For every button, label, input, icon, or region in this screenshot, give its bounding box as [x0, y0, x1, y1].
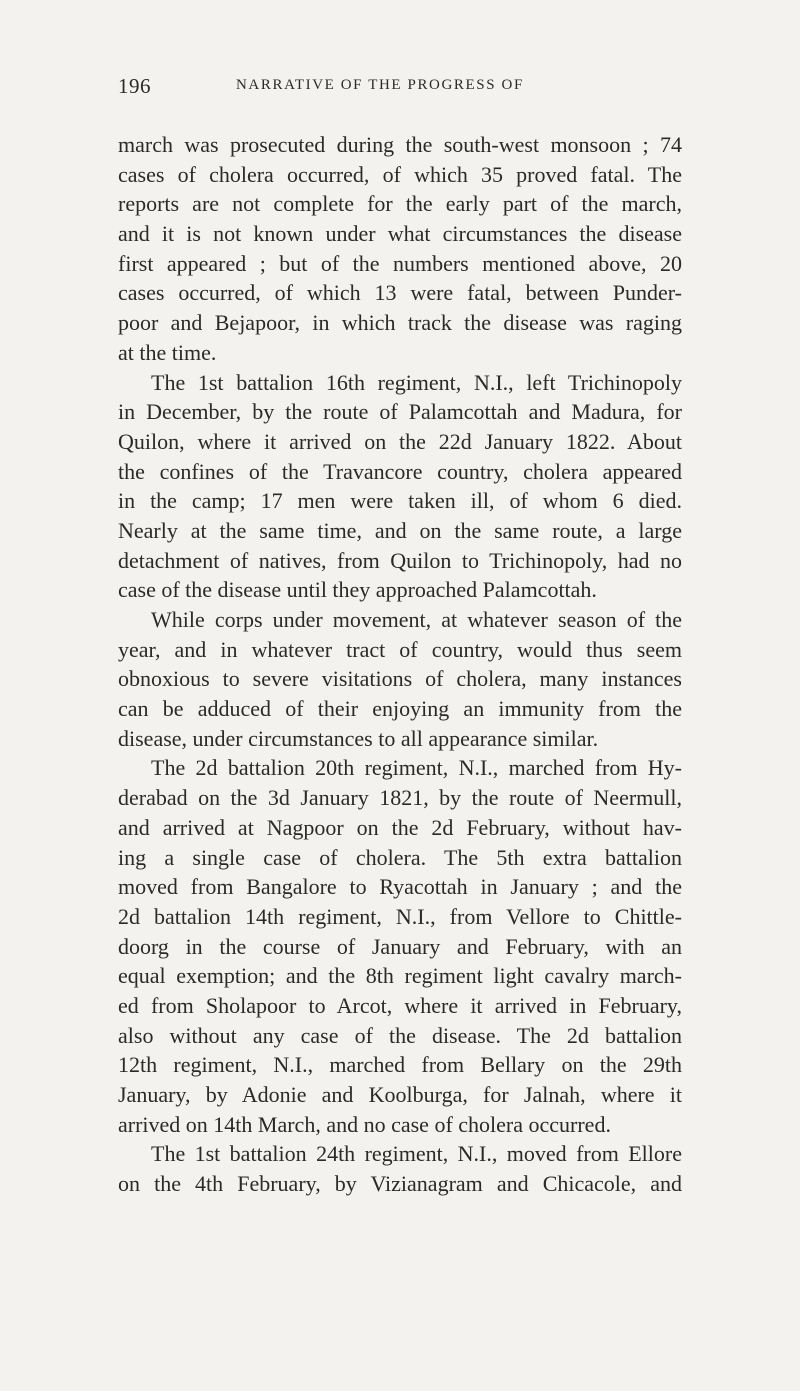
text-line: cases of cholera occurred, of which 35 proved fatal. The	[118, 161, 682, 187]
text-line: can be adduced of their enjoying an immunity from the	[118, 696, 682, 722]
text-line: The 2d battalion 20th regiment, N.I., marched from Hy-	[151, 755, 682, 781]
running-title: NARRATIVE OF THE PROGRESS OF	[236, 77, 524, 93]
text-line: the confines of the Travancore country, cholera appeared	[118, 458, 682, 484]
text-line: obnoxious to severe visitations of cholera, many instances	[118, 666, 682, 692]
text-line: January, by Adonie and Koolburga, for Jalnah, where it	[118, 1082, 682, 1107]
text-line: Nearly at the same time, and on the same route, a large	[118, 517, 682, 543]
text-line: 2d battalion 14th regiment, N.I., from Vellore to Chittle-	[118, 903, 682, 929]
text-line: ed from Sholapoor to Arcot, where it arrived in February,	[118, 992, 682, 1018]
text-line: and arrived at Nagpoor on the 2d February, without hav-	[118, 814, 682, 840]
text-line: arrived on 14th March, and no case of cholera occurred.	[118, 1111, 611, 1137]
text-line: reports are not complete for the early part of the march,	[118, 191, 682, 217]
text-line: While corps under movement, at whatever season of the	[151, 607, 682, 632]
text-line: year, and in whatever tract of country, would thus seem	[118, 636, 682, 662]
body-text	[118, 130, 682, 1199]
text-line: disease, under circumstances to all appearance similar.	[118, 725, 599, 751]
text-line: equal exemption; and the 8th regiment light cavalry march-	[118, 963, 682, 989]
text-line: on the 4th February, by Vizianagram and Chicacole, and	[118, 1171, 682, 1197]
text-line: cases occurred, of which 13 were fatal, between Punder-	[118, 280, 682, 306]
text-line: case of the disease until they approached Palamcottah.	[118, 577, 597, 603]
text-line: and it is not known under what circumstances the disease	[118, 221, 682, 247]
text-line: The 1st battalion 16th regiment, N.I., left Trichinopoly	[151, 369, 682, 395]
text-line: also without any case of the disease. The 2d battalion	[118, 1022, 682, 1048]
text-line: Quilon, where it arrived on the 22d January 1822. About	[118, 428, 682, 454]
text-line: first appeared ; but of the numbers mentioned above, 20	[118, 250, 682, 276]
text-line: doorg in the course of January and February, with an	[118, 933, 682, 959]
text-line: derabad on the 3d January 1821, by the route of Neermull,	[118, 785, 682, 811]
text-line: 12th regiment, N.I., marched from Bellary on the 29th	[118, 1052, 682, 1078]
text-line: in the camp; 17 men were taken ill, of whom 6 died.	[118, 488, 682, 514]
text-line: The 1st battalion 24th regiment, N.I., moved from Ellore	[151, 1141, 682, 1167]
page-header	[118, 74, 682, 100]
text-line: detachment of natives, from Quilon to Trichinopoly, had no	[118, 547, 682, 573]
page-number: 196	[118, 74, 151, 98]
text-line: march was prosecuted during the south-west monsoon ; 74	[118, 132, 682, 157]
text-line: ing a single case of cholera. The 5th extra battalion	[118, 844, 682, 870]
text-line: at the time.	[118, 339, 217, 365]
text-line: in December, by the route of Palamcottah and Madura, for	[118, 399, 682, 425]
text-line: moved from Bangalore to Ryacottah in January ; and the	[118, 874, 682, 900]
text-line: poor and Bejapoor, in which track the disease was raging	[118, 310, 682, 336]
